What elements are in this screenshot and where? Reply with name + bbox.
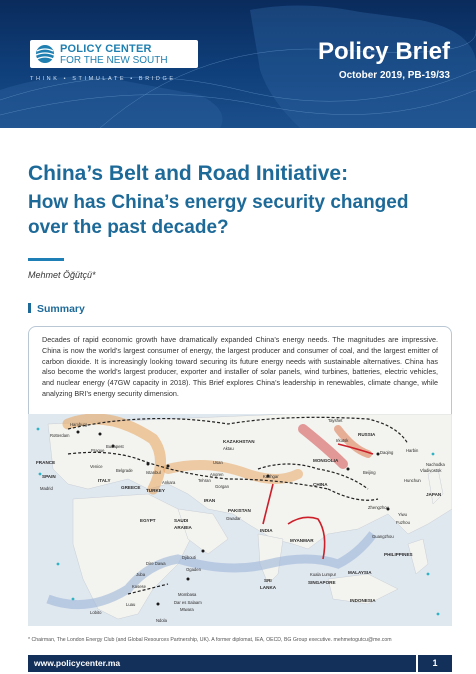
label-kasese: Kasese — [132, 584, 146, 589]
label-greece: GREECE — [121, 485, 141, 490]
label-mtwara: Mtwara — [180, 607, 194, 612]
label-ogaden: Ogaden — [186, 567, 201, 572]
label-budapest: Budapest — [106, 444, 124, 449]
tagline: THINK • STIMULATE • BRIDGE — [30, 76, 176, 82]
label-dire-dawa: Dire Dawa — [146, 561, 166, 566]
belt-and-road-map — [28, 414, 452, 626]
label-ndola: Ndola — [156, 618, 167, 623]
label-arabia: ARABIA — [174, 525, 192, 530]
label-saudi: SAUDI — [174, 518, 189, 523]
label-india: INDIA — [260, 528, 273, 533]
author-name: Mehmet Öğütçü* — [28, 270, 96, 280]
label-belgrade: Belgrade — [116, 468, 133, 473]
label-rotterdam: Rotterdam — [50, 433, 70, 438]
document-type: Policy Brief — [317, 38, 450, 65]
label-pakistan: PAKISTAN — [228, 508, 251, 513]
label-iran: IRAN — [204, 498, 216, 503]
label-ankara: Ankara — [162, 480, 176, 485]
label-indonesia: INDONESIA — [350, 598, 376, 603]
label-china: CHINA — [313, 482, 328, 487]
label-egypt: EGYPT — [140, 518, 156, 523]
header-banner — [0, 0, 476, 128]
page-number: 1 — [416, 655, 452, 672]
label-guangzhou: Guangzhou — [372, 534, 394, 539]
label-mombasa: Mombasa — [178, 592, 197, 597]
label-daqing: Daqing — [380, 450, 394, 455]
document-title: China’s Belt and Road Initiative: — [28, 162, 349, 185]
summary-heading-text: Summary — [37, 303, 85, 315]
label-kuala-lumpur: Kuala Lumpur — [310, 572, 337, 577]
author-footnote: * Chairman, The London Energy Club (and Global Resources Partnership, UK). A former diplomat, IEA, OECD, BG Group executive. mehmetogutcu@me.com — [28, 637, 392, 643]
label-angren: Angren — [210, 472, 224, 477]
label-zhengzhou: Zhengzhou — [368, 505, 389, 510]
label-juba: Juba — [136, 572, 146, 577]
label-madrid: Madrid — [40, 486, 53, 491]
label-djibouti: Djibouti — [182, 555, 196, 560]
label-tayshet: Tayshet — [328, 418, 343, 423]
label-harbin: Harbin — [406, 448, 419, 453]
logo[interactable] — [30, 40, 198, 70]
label-hamburg: Hamburg — [70, 422, 88, 427]
label-beijing: Beijing — [363, 470, 376, 475]
label-russia: RUSSIA — [358, 432, 376, 437]
website-link[interactable]: www.policycenter.ma — [34, 658, 121, 668]
label-mongolia: MONGOLIA — [313, 458, 339, 463]
label-dar-es-salaam: Dar es Salaam — [174, 600, 202, 605]
label-hunchun: Hunchun — [404, 478, 421, 483]
label-kazakhstan: KAZAKHSTAN — [223, 439, 255, 444]
summary-text: Decades of rapid economic growth have dramatically expanded China’s energy needs. The magnitudes are impressive. China is now the world’s largest consumer of energy, the largest producer and consumer of coal, and the largest emitter of carbon dioxide. It is increasingly looking toward securing its future energy needs with sustainable alternatives. China has also become the world’s largest producer, exporter and installer of solar panels, wind turbines, batteries, electric vehicles, and nuclear energy (47GW capacity in 2018). This Brief explores China’s leadership in renewables, climate change, while analyzing BRI’s energy security dimension. — [28, 326, 452, 424]
label-singapore: SINGAPORE — [308, 580, 336, 585]
globe-logo-icon — [34, 44, 56, 64]
label-italy: ITALY — [98, 478, 111, 483]
footer-bar — [28, 655, 452, 672]
label-sri: SRI — [264, 578, 272, 583]
label-spain: SPAIN — [42, 474, 56, 479]
summary-heading — [28, 303, 85, 315]
accent-divider — [28, 258, 64, 261]
label-lobito: Lobito — [90, 610, 102, 615]
label-philippines: PHILIPPINES — [384, 552, 413, 557]
label-myanmar: MYANMAR — [290, 538, 314, 543]
label-fuzhou: Fuzhou — [396, 520, 410, 525]
logo-text-secondary: FOR THE NEW SOUTH — [60, 55, 168, 66]
label-japan: JAPAN — [426, 492, 442, 497]
label-kashgar: Kashgar — [263, 474, 279, 479]
label-luau: Luau — [126, 602, 136, 607]
label-aktau: Aktau — [223, 446, 234, 451]
label-turkey: TURKEY — [146, 488, 165, 493]
label-usan: Usan — [213, 460, 223, 465]
label-gorgan: Gorgan — [215, 484, 229, 489]
label-irkutsk: Irkutsk — [336, 438, 349, 443]
document-date-reference: October 2019, PB-19/33 — [338, 70, 450, 81]
label-nachodka: Nachodka — [426, 462, 445, 467]
document-subtitle: How has China’s energy security changed over the past decade? — [28, 192, 409, 238]
label-tehran: Tehran — [198, 478, 211, 483]
label-gwadar: Gwadar — [226, 516, 241, 521]
label-lanka: LANKA — [260, 585, 277, 590]
label-venice: Venice — [90, 464, 103, 469]
label-istanbul: Istanbul — [146, 470, 161, 475]
logo-text-primary: POLICY CENTER — [60, 43, 152, 55]
label-france: FRANCE — [36, 460, 56, 465]
heading-marker — [28, 303, 31, 313]
label-prague: Prague — [91, 448, 105, 453]
label-yiwu: Yiwu — [398, 512, 407, 517]
label-vladivostok: Vladivostok — [420, 468, 442, 473]
label-malaysia: MALAYSIA — [348, 570, 372, 575]
